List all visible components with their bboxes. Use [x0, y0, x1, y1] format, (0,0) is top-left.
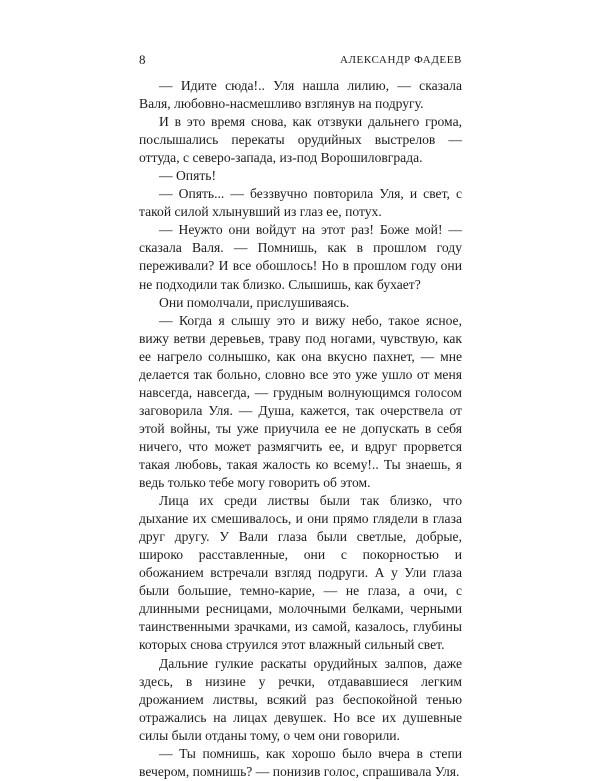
paragraph: — Опять... — беззвучно повторила Уля, и свет, с такой силой хлынувший из глаз ее, потух.	[139, 186, 462, 220]
paragraph: — Опять!	[159, 168, 217, 184]
paragraph: — Неужто они войдут на этот раз! Боже мой! — сказала Валя. — Помнишь, как в прошлом году переживали? И все обошлось! Но в прошлом году они не подходили так близко. Слышишь, как бухает?	[139, 222, 462, 292]
paragraph: Дальние гулкие раскаты орудийных залпов, даже здесь, в низине у речки, отдававшиеся легким дрожанием листвы, всякий раз беспокойной тенью отражались на лицах девушек. Но все их душевные силы были отданы тому, о чем они говорили.	[139, 655, 462, 743]
paragraph: — Когда я слышу это и вижу небо, такое ясное, вижу ветви деревьев, траву под ногами, чувствую, как ее нагрело солнышко, как она вкусно пахнет, — мне делается так больно, словно все это уже ушло от меня навсегда, навсегда, — грудным волнующимся голосом заговорила Уля. — Душа, кажется, так очерствела от этой войны, ты уже приучила ее не допускать в себя ничего, что может размягчить ее, и вдруг прорвется такая любовь, такая жалость ко всему!.. Ты знаешь, я ведь только тебе могу говорить об этом.	[139, 312, 462, 491]
page-number: 8	[139, 52, 146, 67]
paragraph: — Идите сюда!.. Уля нашла лилию, — сказала Валя, любовно-насмешливо взглянув на подругу.	[139, 78, 462, 112]
author-name: АЛЕКСАНДР ФАДЕЕВ	[339, 54, 462, 66]
paragraph: — Ты помнишь, как хорошо было вчера в степи вечером, помнишь? — понизив голос, спрашивала Уля.	[139, 745, 462, 779]
paragraph: Они помолчали, прислушиваясь.	[159, 294, 350, 310]
paragraph: И в это время снова, как отзвуки дальнего грома, послышались перекаты орудийных выстрелов — оттуда, с северо-запада, из-под Ворошиловграда.	[139, 114, 462, 166]
body-text	[139, 77, 462, 781]
paragraph: Лица их среди листвы были так близко, что дыхание их смешивалось, и они прямо глядели в глаза друг другу. У Вали глаза были светлые, добрые, широко расставленные, они с покорностью и обожанием встречали взгляд подруги. А у Ули глаза были большие, темно-карие, — не глаза, а очи, с длинными ресницами, молочными белками, черными таинственными зрачками, из самой, казалось, глубины которых снова струился этот влажный сильный свет.	[139, 493, 462, 653]
running-head	[139, 52, 462, 68]
